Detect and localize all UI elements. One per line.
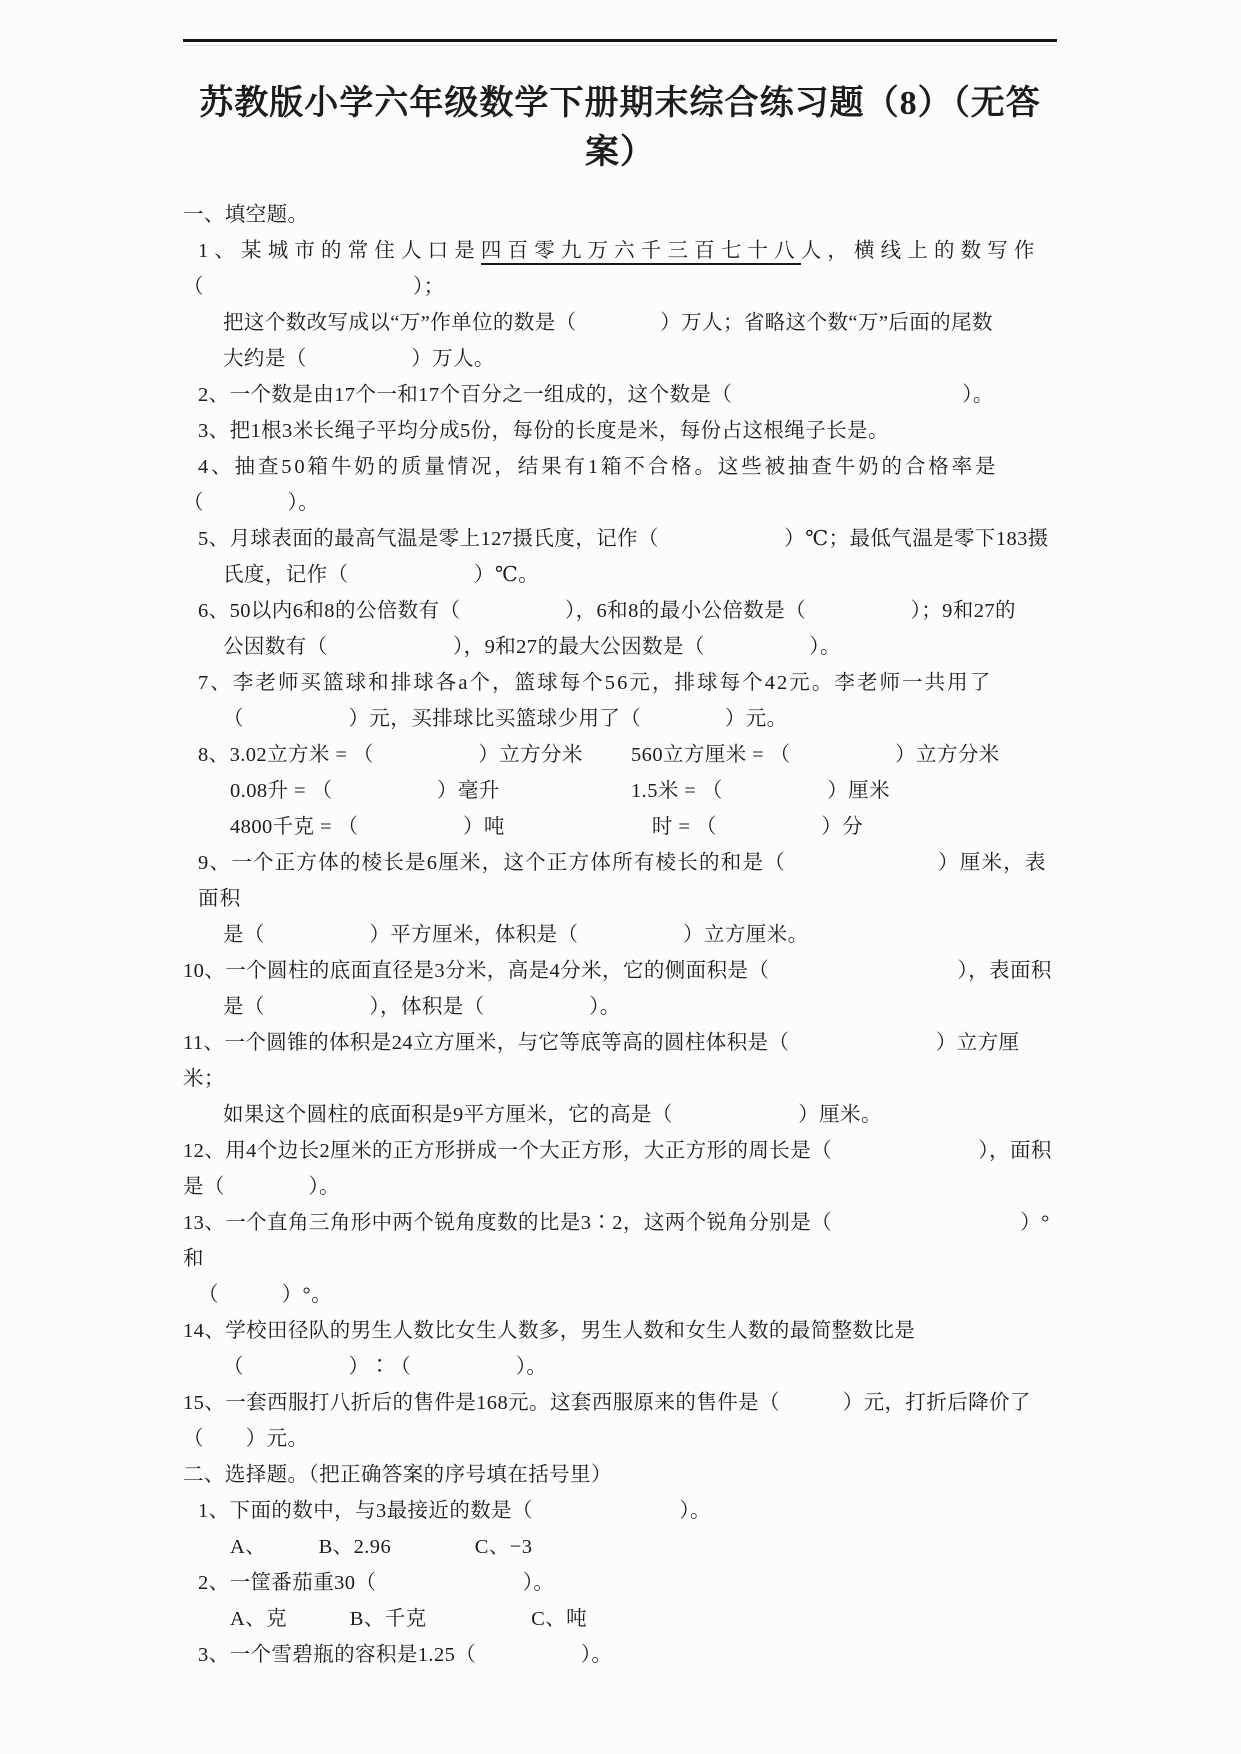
conversion-col-left — [183, 809, 631, 845]
text-line — [183, 665, 1057, 701]
text-segment: 560立方厘米 = （ ）立方分米 — [631, 744, 1000, 766]
text-line — [183, 1385, 1057, 1421]
text-segment: （ ）元。 — [183, 1428, 309, 1450]
text-line — [183, 701, 1057, 737]
text-segment: 氏度，记作（ ）℃。 — [223, 564, 540, 586]
header-rule — [183, 39, 1057, 42]
text-line — [183, 845, 1057, 917]
text-segment: 是（ ）。 — [183, 1176, 341, 1198]
text-segment: 一、填空题。 — [183, 204, 309, 226]
text-line — [183, 305, 1057, 341]
text-segment: （ ）； — [183, 276, 445, 298]
conversion-col-right — [631, 737, 1057, 773]
text-segment: 把这个数改写成以“万”作单位的数是（ ）万人；省略这个数“万”后面的尾数 — [223, 312, 993, 334]
text-segment: 时 = （ ）分 — [631, 816, 864, 838]
text-line — [183, 1637, 1057, 1673]
text-line — [183, 917, 1057, 953]
text-segment: 9、一个正方体的棱长是6厘米，这个正方体所有棱长的和是（ ）厘米，表面积 — [198, 852, 1047, 910]
text-segment: 11、一个圆锥的体积是24立方厘米，与它等底等高的圆柱体积是（ ）立方厘米； — [183, 1032, 1020, 1090]
text-segment: 12、用4个边长2厘米的正方形拼成一个大正方形，大正方形的周长是（ ），面积 — [183, 1140, 1052, 1162]
text-segment: 3、把1根3米长绳子平均分成5份，每份的长度是米，每份占这根绳子长是。 — [198, 420, 889, 442]
text-segment: 1.5米 = （ ）厘米 — [631, 780, 890, 802]
text-line — [183, 629, 1057, 665]
text-line — [183, 521, 1057, 557]
text-line — [183, 773, 1057, 809]
text-line — [183, 485, 1057, 521]
text-line — [183, 953, 1057, 989]
text-line — [183, 1277, 1057, 1313]
text-line — [183, 449, 1057, 485]
underlined-number-text: 四百零九万六千三百七十八 — [481, 240, 801, 265]
text-segment: （ ）元，买排球比买篮球少用了（ ）元。 — [223, 708, 788, 730]
text-line — [183, 1313, 1057, 1349]
text-segment: 2、一筐番茄重30（ ）。 — [198, 1572, 555, 1594]
text-line — [183, 989, 1057, 1025]
text-line — [183, 1457, 1057, 1493]
text-line — [183, 1349, 1057, 1385]
text-line — [183, 737, 1057, 773]
text-segment: 15、一套西服打八折后的售件是168元。这套西服原来的售件是（ ）元，打折后降价了 — [183, 1392, 1031, 1414]
text-segment: 0.08升 = （ ）毫升 — [230, 780, 500, 802]
title-line-1: 苏教版小学六年级数学下册期末综合练习题（8）（无答 — [199, 85, 1041, 122]
text-segment: 4、抽查50箱牛奶的质量情况，结果有1箱不合格。这些被抽查牛奶的合格率是 — [198, 456, 999, 478]
text-line — [183, 341, 1057, 377]
text-line — [183, 1133, 1057, 1169]
text-line — [183, 1529, 1057, 1565]
text-segment: （ ）。 — [183, 492, 320, 514]
text-line — [183, 593, 1057, 629]
text-segment: 3、一个雪碧瓶的容积是1.25（ ）。 — [198, 1644, 613, 1666]
text-segment: 是（ ），体积是（ ）。 — [223, 996, 621, 1018]
title-line-2: 案） — [584, 134, 656, 171]
text-segment: 是（ ）平方厘米，体积是（ ）立方厘米。 — [223, 924, 809, 946]
text-segment: 10、一个圆柱的底面直径是3分米，高是4分米，它的侧面积是（ ），表面积 — [183, 960, 1052, 982]
text-segment: 8、3.02立方米 = （ ）立方分米 — [198, 744, 583, 766]
text-segment: 14、学校田径队的男生人数比女生人数多，男生人数和女生人数的最简整数比是 — [183, 1320, 916, 1342]
text-segment: 6、50以内6和8的公倍数有（ ），6和8的最小公倍数是（ ）；9和27的 — [198, 600, 1016, 622]
text-line — [183, 1565, 1057, 1601]
text-segment: 7、李老师买篮球和排球各a个，篮球每个56元，排球每个42元。李老师一共用了 — [198, 672, 993, 694]
document-body — [183, 197, 1057, 1673]
text-segment: 大约是（ ）万人。 — [223, 348, 495, 370]
text-line — [183, 1169, 1057, 1205]
text-line — [183, 1025, 1057, 1097]
text-line — [183, 1421, 1057, 1457]
text-line — [183, 197, 1057, 233]
document-title — [183, 79, 1057, 177]
text-segment: （ ）∶（ ）。 — [223, 1356, 548, 1378]
conversion-col-right — [631, 809, 1057, 845]
text-line — [183, 377, 1057, 413]
text-segment: 2、一个数是由17个一和17个百分之一组成的，这个数是（ ）。 — [198, 384, 994, 406]
text-line — [183, 413, 1057, 449]
text-line — [183, 1493, 1057, 1529]
text-line — [183, 557, 1057, 593]
text-segment: 人，横线上的数写作 — [800, 240, 1041, 262]
text-segment: 公因数有（ ），9和27的最大公因数是（ ）。 — [223, 636, 841, 658]
text-segment: 如果这个圆柱的底面积是9平方厘米，它的高是（ ）厘米。 — [223, 1104, 882, 1126]
text-segment: 4800千克 = （ ）吨 — [230, 816, 505, 838]
header-rule-shadow — [183, 45, 1057, 46]
text-segment: A、克 B、千克 C、吨 — [230, 1608, 588, 1630]
text-line — [183, 1601, 1057, 1637]
text-line — [183, 1097, 1057, 1133]
text-segment: 二、选择题。（把正确答案的序号填在括号里） — [183, 1464, 612, 1486]
conversion-col-right — [631, 773, 1057, 809]
text-line — [183, 269, 1057, 305]
conversion-col-left — [183, 773, 631, 809]
text-line — [183, 1205, 1057, 1277]
text-segment: 1、某城市的常住人口是 — [198, 240, 481, 262]
text-segment: 5、月球表面的最高气温是零上127摄氏度，记作（ ）℃；最低气温是零下183摄 — [198, 528, 1049, 550]
text-segment: 13、一个直角三角形中两个锐角度数的比是3∶2，这两个锐角分别是（ ）°和 — [183, 1212, 1050, 1270]
text-segment: （ ）°。 — [198, 1284, 333, 1306]
text-segment: 1、下面的数中，与3最接近的数是（ ）。 — [198, 1500, 711, 1522]
text-line — [183, 233, 1057, 269]
conversion-col-left — [183, 737, 631, 773]
text-segment: A、 B、2.96 C、−3 — [230, 1536, 533, 1558]
text-line — [183, 809, 1057, 845]
